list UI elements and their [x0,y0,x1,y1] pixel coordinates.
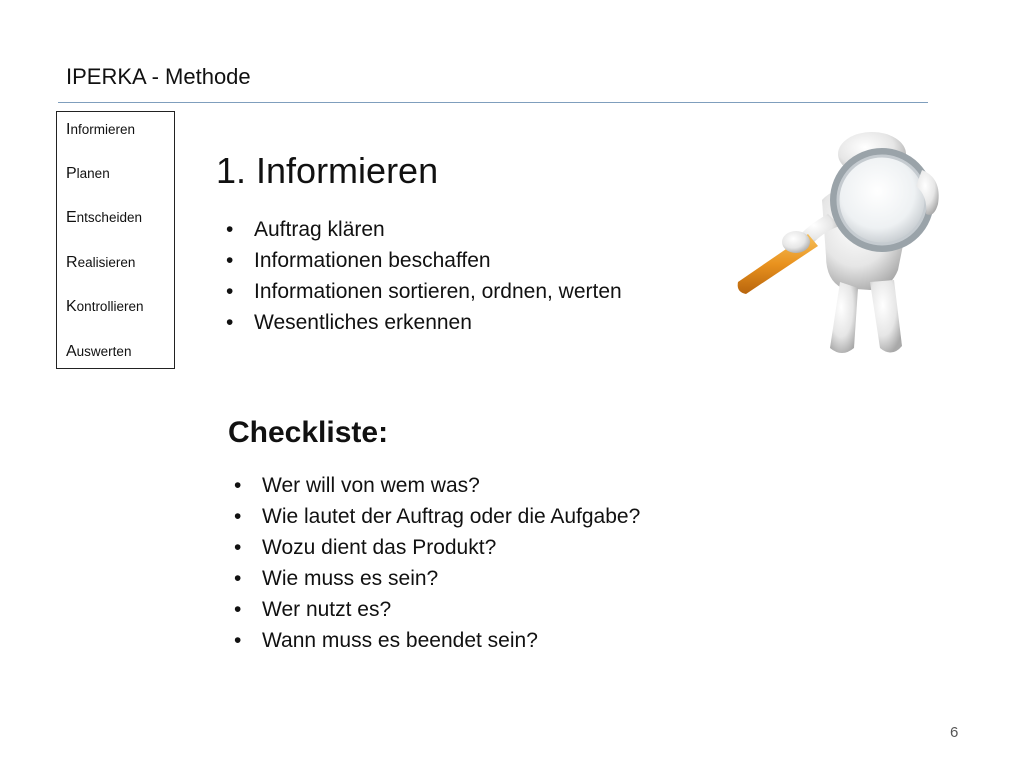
page-title: IPERKA - Methode [66,64,251,89]
list-item: • Informationen sortieren, ordnen, werten [226,276,622,307]
list-item: • Wozu dient das Produkt? [234,532,640,563]
list-item: • Wann muss es beendet sein? [234,625,640,656]
step-kontrollieren: Kontrollieren [66,298,144,315]
checklist-bullet-list [234,470,640,656]
list-item: • Wesentliches erkennen [226,307,622,338]
header-divider [58,102,928,103]
bullet-icon: • [226,311,234,334]
page-number: 6 [950,724,959,741]
iperka-steps-box [56,111,175,369]
bullet-icon: • [226,249,234,272]
bullet-icon: • [234,536,242,559]
bullet-icon: • [234,598,242,621]
checklist-title: Checkliste: [228,416,389,449]
bullet-icon: • [234,567,242,590]
list-item: • Auftrag klären [226,214,622,245]
bullet-icon: • [234,505,242,528]
step-informieren: Informieren [66,121,135,138]
bullet-icon: • [234,629,242,652]
informieren-bullet-list [226,214,622,338]
list-item: • Informationen beschaffen [226,245,622,276]
list-item: • Wie lautet der Auftrag oder die Aufgabe? [234,501,640,532]
step-planen: Planen [66,165,110,182]
step-realisieren: Realisieren [66,254,136,271]
bullet-icon: • [234,474,242,497]
section-title: 1. Informieren [216,150,439,191]
list-item: • Wie muss es sein? [234,563,640,594]
bullet-icon: • [226,280,234,303]
list-item: • Wer nutzt es? [234,594,640,625]
step-entscheiden: Entscheiden [66,209,142,226]
step-auswerten: Auswerten [66,343,132,360]
bullet-icon: • [226,218,234,241]
magnifying-glass-figure-icon [730,130,950,362]
list-item: • Wer will von wem was? [234,470,640,501]
